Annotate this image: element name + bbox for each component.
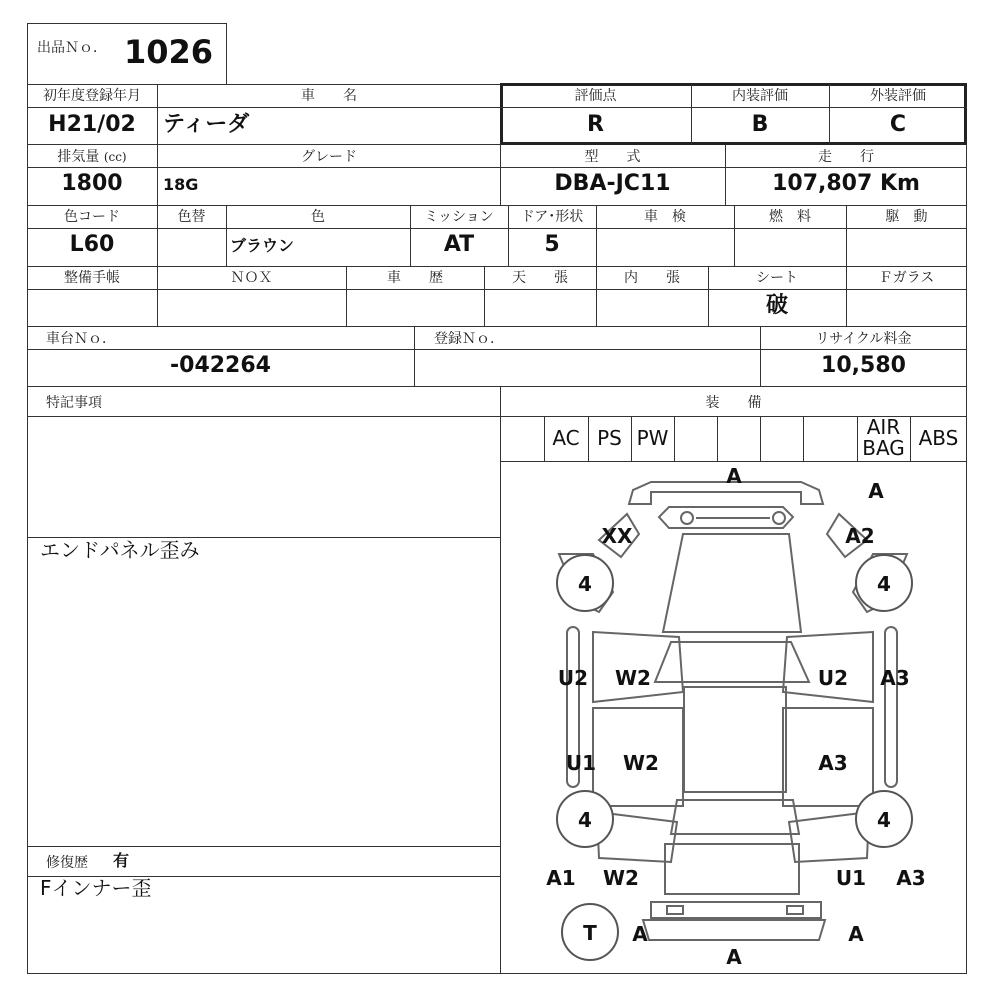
- equipment-label: 装 備: [705, 395, 762, 411]
- inspection-label: 車 検: [644, 209, 686, 225]
- hood-outline: [663, 534, 801, 632]
- score-value: R: [587, 112, 604, 137]
- mark-left-upper-outer: U2: [557, 666, 589, 690]
- interior-rating-value: B: [751, 112, 769, 137]
- remarks-note: エンドパネル歪み: [40, 538, 200, 562]
- mark-rear-right-outer: A3: [896, 866, 926, 890]
- door-shape-label: ドア･形状: [520, 209, 584, 225]
- mark-rear-center: A: [726, 945, 742, 969]
- equipment-abs: ABS: [918, 426, 959, 450]
- registration-date-value: H21/02: [48, 112, 136, 137]
- ceiling-label: 天 張: [512, 270, 568, 286]
- chassis-number-label: 車台Ｎｏ．: [46, 331, 116, 347]
- registration-date-label: 初年度登録年月: [43, 88, 141, 104]
- color-label: 色: [311, 209, 325, 225]
- mark-tire-rear-right: 4: [877, 808, 891, 832]
- repair-history-value: 有: [113, 851, 130, 870]
- mark-right-lower-inner: A3: [818, 751, 848, 775]
- mission-label: ミッション: [424, 209, 494, 225]
- mark-front-right: A: [868, 479, 884, 503]
- equipment-ac: AC: [552, 426, 580, 450]
- interior-rating-label: 内装評価: [732, 88, 788, 104]
- grade-label: グレード: [301, 149, 357, 165]
- model-value: DBA-JC11: [554, 171, 671, 196]
- color-code-value: L60: [69, 232, 115, 257]
- chassis-number-value: -042264: [170, 353, 271, 378]
- roof-outline: [684, 687, 786, 792]
- remarks-label: 特記事項: [46, 395, 102, 411]
- mark-right-upper-inner: U2: [817, 666, 849, 690]
- mark-rear-right-inner: U1: [835, 866, 867, 890]
- car-name-label: 車 名: [301, 88, 357, 104]
- mark-rear-bumper-left: A: [632, 922, 648, 946]
- mark-rear-left-inner: W2: [603, 866, 639, 890]
- displacement-value: 1800: [61, 171, 123, 196]
- lot-number-box: [27, 23, 227, 85]
- mark-tire-front-right: 4: [877, 572, 891, 596]
- nox-label: ＮＯＸ: [230, 270, 273, 286]
- seat-value: 破: [765, 293, 788, 318]
- repair-note: Fインナー歪: [40, 876, 152, 900]
- color-value: ブラウン: [230, 236, 295, 255]
- mark-rear-left-outer: A1: [546, 866, 576, 890]
- exterior-rating-label: 外装評価: [870, 88, 926, 104]
- door-shape-value: 5: [544, 232, 560, 257]
- recycle-fee-value: 10,580: [821, 353, 906, 378]
- equipment-airbag: AIR BAG: [862, 415, 905, 460]
- registration-number-label: 登録Ｎｏ．: [434, 331, 504, 347]
- exterior-rating-value: C: [889, 112, 907, 137]
- recolor-label: 色替: [177, 209, 206, 225]
- mark-spare-tire: T: [583, 921, 597, 945]
- vehicle-history-label: 車 歴: [387, 270, 443, 286]
- mileage-value: 107,807 Km: [772, 171, 920, 196]
- mark-tire-front-left: 4: [578, 572, 592, 596]
- mark-left-lower-outer: U1: [565, 751, 597, 775]
- right-sill: [885, 627, 897, 787]
- fuel-label: 燃 料: [769, 209, 811, 225]
- rear-hatch-outline: [665, 844, 799, 894]
- equipment-ps: PS: [597, 426, 622, 450]
- rear-bumper-outline: [651, 902, 821, 918]
- recycle-fee-label: リサイクル料金: [815, 331, 912, 347]
- equipment-pw: PW: [636, 426, 669, 450]
- interior-lining-label: 内 張: [624, 270, 680, 286]
- mark-rear-bumper-right: A: [848, 922, 864, 946]
- lot-number-label: 出品Ｎｏ．: [37, 40, 107, 56]
- color-code-label: 色コード: [64, 209, 120, 225]
- seat-label: シート: [756, 270, 798, 286]
- mark-windshield-left: XX: [601, 524, 633, 548]
- mark-tire-rear-left: 4: [578, 808, 592, 832]
- score-label: 評価点: [574, 88, 617, 104]
- displacement-label: 排気量 (cc): [57, 149, 127, 165]
- mark-pillar-right: A2: [845, 524, 875, 548]
- car-damage-diagram: [501, 462, 966, 973]
- lot-number-value: 1026: [124, 33, 214, 71]
- repair-history-label: 修復歴: [46, 855, 88, 871]
- mileage-label: 走 行: [818, 149, 874, 165]
- mission-value: AT: [443, 232, 475, 257]
- drive-label: 駆 動: [885, 209, 928, 225]
- grade-value: 18G: [163, 175, 199, 194]
- mark-front-center: A: [726, 464, 742, 488]
- model-label: 型 式: [584, 149, 641, 165]
- car-name-value: ティーダ: [163, 112, 250, 137]
- mark-left-upper-inner: W2: [615, 666, 651, 690]
- rear-window-outline: [671, 800, 799, 834]
- maintenance-book-label: 整備手帳: [64, 270, 120, 286]
- mark-left-lower-inner: W2: [623, 751, 659, 775]
- mark-right-upper-outer: A3: [880, 666, 910, 690]
- front-glass-label: Ｆガラス: [878, 270, 935, 286]
